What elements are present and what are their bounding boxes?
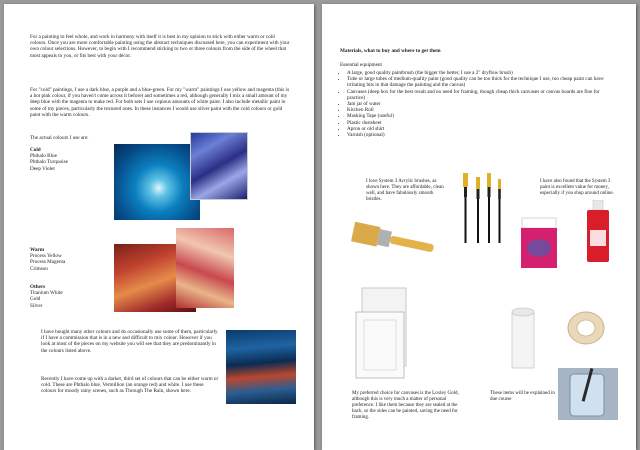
jar-lid-icon: [522, 218, 556, 228]
materials-heading: Materials, what to buy and where to get them: [340, 48, 441, 54]
large-brush-photo: [348, 212, 438, 270]
items-caption: These items will be explained in due course: [490, 391, 555, 402]
warm-colour: Process Magenta: [30, 259, 66, 266]
paint-bottle-photo: [584, 200, 612, 264]
equipment-item: • Kitchen Roll: [347, 107, 607, 113]
through-the-rain-painting: [226, 330, 296, 404]
cold-colour-list: [30, 147, 68, 172]
bottle-cap-icon: [593, 200, 603, 210]
cold-colour: Phthalo Blue: [30, 153, 57, 160]
brush-icon: [498, 179, 501, 243]
cold-warm-paragraph: For "cold" paintings, I use a dark blue, a purple and a blue-green. For my "warm" paintings I use yellow and magenta (this is a hot pink colour, if you haven't come across it before) and sometimes a red, although generally I mix a small amount of my deep blue with the magenta to make red. For both sets I use copious amounts of white paint. I also include metallic paint in some of my pieces, particularly the textured ones. In these instances I would use silver paint with the cold colours or gold paint with the warm colours.: [30, 87, 290, 118]
left-page: [4, 4, 314, 450]
equipment-item: • Masking Tape (useful): [347, 113, 607, 119]
warm-colour: Crimson: [30, 265, 48, 272]
other-colour: Gold: [30, 296, 41, 303]
canvas-icon: [356, 312, 404, 378]
equipment-item: • Canvases (deep box for the best result and no need for framing, though cheap thick canvases or canvas boards are fine for practice): [347, 89, 607, 101]
cold-swirl-painting: [114, 144, 200, 220]
other-colours-paragraph: I have bought many other colours and do occasionally use some of them, particularly if I have a commission that is in a new and difficult to mix colour. However if you look at most of the pieces on my website you will see that they are predominantly in the colours listed above.: [41, 329, 218, 354]
brush-icon: [463, 173, 468, 243]
brush-caption: I love System 3 Acrylic brushes, as shown here. They are affordable, clean well, and have fabulously smooth bristles.: [366, 179, 444, 202]
equipment-list: [340, 70, 607, 138]
cold-colour: Phthalo Turquoise: [30, 159, 68, 166]
brush-icon: [487, 173, 491, 243]
canvas-caption: My preferred choice for canvases is the Loxley Gold, although this is very much a matter of personal preference. I like them because they are sealed at the back, so the sides can be painted, saving the need for framing.: [352, 391, 459, 420]
large-brush-icon: [351, 222, 435, 259]
equipment-item: • Plastic dustsheet: [347, 120, 607, 126]
other-colour: Titanium White: [30, 290, 63, 297]
paint-caption: I have also found that the System 3 paint is excellent value for money, especially if you shop around online.: [540, 179, 614, 196]
kitchen-roll-icon: [512, 312, 534, 368]
brush-icon: [476, 177, 480, 243]
warm-pink-painting: [176, 228, 234, 308]
others-heading: Others: [30, 284, 46, 290]
equipment-item: • A large, good quality paintbrush (the bigger the better, I use a 2" dryflow brush): [347, 70, 607, 76]
water-jar-photo: [558, 368, 618, 420]
cold-blue-painting: [190, 132, 248, 200]
equipment-item: • Tube or large tubes of medium-quality paint (good quality can be too thick for the technique I use, too cheap paint can have irritating bits in that damage the painting and the canvas): [347, 76, 607, 88]
jar-icon: [570, 374, 604, 416]
third-set-paragraph: Recently I have come up with a darker, third set of colours that can be either warm or cold. These are Phthalo blue, Vermillion (an orange red) and white. I use these colours for moody rainy scenes, such as Through The Rain, shown here.: [41, 376, 219, 395]
warm-heading: Warm: [30, 247, 45, 253]
other-colour: Silver: [30, 302, 43, 309]
right-page: [322, 4, 636, 450]
cold-heading: Cold: [30, 147, 41, 153]
equipment-item: • Varnish (optional): [347, 132, 607, 138]
warm-colour: Process Yellow: [30, 253, 62, 260]
actual-colours-label: The actual colours I use are:: [30, 135, 89, 141]
canvases-photo: [352, 284, 420, 380]
equipment-item: • Jam jar of water: [347, 101, 607, 107]
equipment-item: • Apron or old shirt: [347, 126, 607, 132]
kitchen-roll-photo: [508, 306, 538, 372]
paint-jar-photo: [518, 216, 560, 270]
intro-paragraph: For a painting to feel whole, and work in harmony with itself it is best in my opinion to stick with either warm or cold colours. Once you are more comfortable painting using the abstract techniques discussed here, you can experiment with your own colour selections. However, to begin with I recommend sticking to two or three colours from the side of the wheel that most appeals to you, or fits best with your décor.: [30, 34, 290, 59]
warm-colour-list: [30, 247, 65, 272]
other-colour-list: [30, 284, 63, 309]
cold-colour: Deep Violet: [30, 165, 55, 172]
masking-tape-photo: [566, 310, 606, 346]
paintbrushes-photo: [454, 169, 514, 253]
essential-equipment-heading: Essential equipment: [340, 62, 382, 68]
